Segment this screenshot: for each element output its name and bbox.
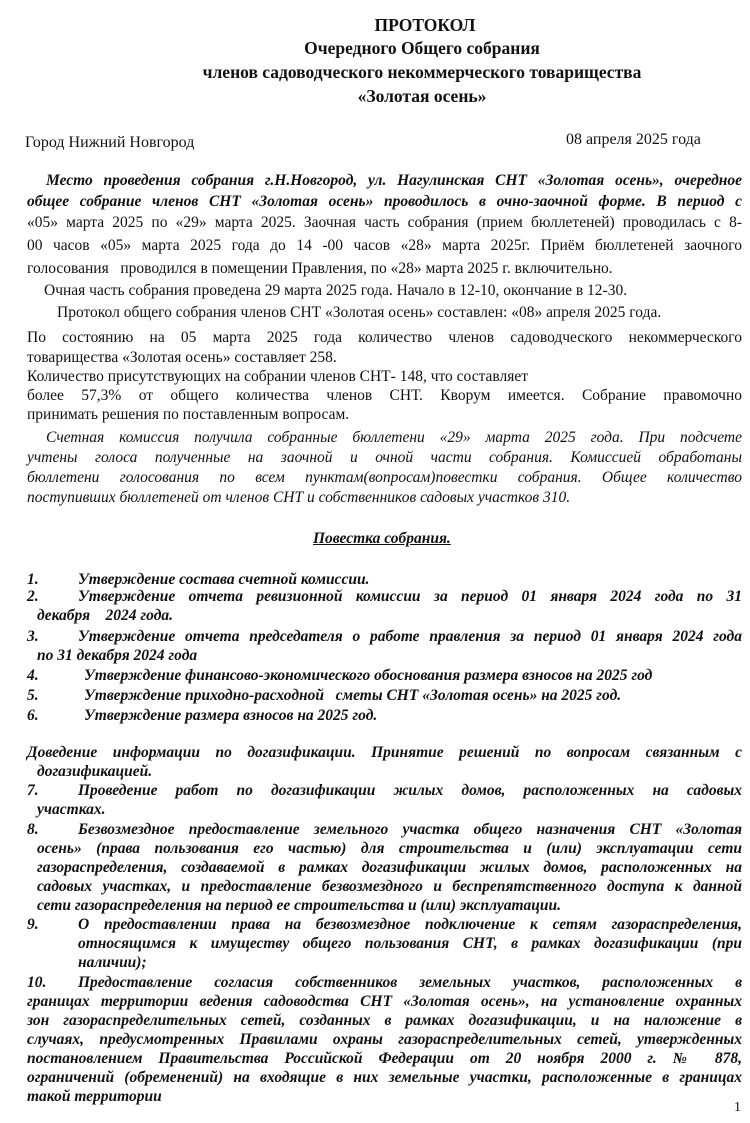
intro-line: принимать решения по поставленным вопросам.	[27, 406, 350, 423]
agenda-item: наличии);	[78, 954, 147, 971]
agenda-number: 1.	[27, 571, 39, 588]
agenda-item: О предоставлении права на безвозмездное подключение к сетям газораспределения,	[78, 916, 742, 933]
intro-line: Протокол общего собрания членов СНТ «Золотая осень» составлен: «08» апреля 2025 года.	[57, 304, 662, 321]
agenda-item: границах территории ведения садоводства СНТ «Золотая осень», на установление охранных	[27, 993, 742, 1010]
agenda-item: Утверждение приходно-расходной сметы СНТ «Золотая осень» на 2025 год.	[84, 687, 622, 704]
agenda-number: 8.	[27, 821, 39, 838]
agenda-number: 10.	[27, 974, 47, 991]
agenda-number: 5.	[27, 687, 39, 704]
counting-line: поступивших бюллетеней от членов СНТ и собственников садовых участков 310.	[27, 489, 571, 506]
agenda-number: 2.	[27, 588, 39, 605]
agenda-item: Утверждение финансово-экономического обоснования размера взносов на 2025 год	[84, 667, 653, 684]
agenda-number: 9.	[27, 916, 39, 933]
document-date: 08 апреля 2025 года	[566, 131, 701, 148]
intro-line: Количество присутствующих на собрании членов СНТ- 148, что составляет	[27, 368, 529, 385]
intro-line: «05» марта 2025 по «29» марта 2025. Заочная часть собрания (прием бюллетеней) проводилась с 8-	[27, 214, 742, 231]
agenda-item: сети газораспределения на период ее строительства и (или) эксплуатации.	[37, 897, 561, 914]
intro-line: более 57,3% от общего количества членов СНТ. Кворум имеется. Собрание правомочно	[27, 387, 742, 404]
agenda-item: Утверждение состава счетной комиссии.	[78, 571, 370, 588]
agenda-item: Проведение работ по догазификации жилых домов, расположенных на садовых	[78, 782, 742, 799]
agenda-item: такой территории	[27, 1088, 162, 1105]
title-snt-name: «Золотая осень»	[357, 86, 487, 106]
gas-heading: догазификацией.	[37, 763, 153, 780]
intro-line: Очная часть собрания проведена 29 марта 2025 года. Начало в 12-10, окончание в 12-30.	[44, 282, 628, 299]
intro-line: товарищества «Золотая осень» составляет 258.	[27, 349, 337, 366]
agenda-item: Безвозмездное предоставление земельного участка общего назначения СНТ «Золотая	[78, 821, 742, 838]
gas-heading: Доведение информации по догазификации. Принятие решений по вопросам связанным с	[27, 744, 742, 761]
agenda-number: 3.	[27, 628, 39, 645]
agenda-number: 4.	[27, 667, 39, 684]
agenda-item: относящимся к имуществу общего пользования СНТ, в рамках догазификации (при	[78, 935, 742, 952]
agenda-item: случаях, предусмотренных Правилами охраны газораспределительных сетей, утвержденных	[27, 1031, 742, 1048]
title-protocol: ПРОТОКОЛ	[374, 15, 476, 35]
agenda-item: постановлением Правительства Российской Федерации от 20 ноября 2000 г. № 878,	[27, 1050, 742, 1067]
agenda-title: Повестка собрания.	[313, 530, 451, 547]
agenda-item: по 31 декабря 2024 года	[37, 647, 198, 664]
agenda-item: газораспределения, создаваемой в рамках догазификации жилых домов, расположенных на	[37, 859, 742, 876]
agenda-item: ограничений (обременений) на входящие в них земельные участки, расположенные в границах	[27, 1069, 742, 1086]
agenda-item: Утверждение отчета ревизионной комиссии за период 01 января 2024 года по 31	[78, 588, 742, 605]
agenda-item: участках.	[37, 801, 106, 818]
title-meeting: Очередного Общего собрания	[304, 38, 540, 58]
agenda-item: осень» (права пользования его частью) для строительства и (или) эксплуатации сети	[37, 840, 742, 857]
intro-line: По состоянию на 05 марта 2025 года количество членов садоводческого некоммерческого	[27, 329, 742, 346]
agenda-item: Утверждение отчета председателя о работе правления за период 01 января 2024 года	[78, 628, 742, 645]
city: Город Нижний Новгород	[25, 134, 195, 151]
intro-line: Место проведения собрания г.Н.Новгород, ул. Нагулинская СНТ «Золотая осень», очередное	[46, 172, 742, 189]
intro-line: 00 часов «05» марта 2025 года до 14 -00 часов «28» марта 2025г. Приём бюллетеней заочного	[27, 237, 742, 254]
intro-line: голосования проводился в помещении Правления, по «28» марта 2025 г. включительно.	[27, 260, 613, 277]
agenda-number: 7.	[27, 782, 39, 799]
agenda-item: Утверждение размера взносов на 2025 год.	[84, 707, 378, 724]
agenda-item: зон газораспределительных сетей, созданных в рамках догазификации, и на наложение в	[27, 1012, 742, 1029]
agenda-item: декабря 2024 года.	[37, 607, 174, 624]
intro-line: общее собрание членов СНТ «Золотая осень» проводилось в очно-заочной форме. В период с	[27, 193, 742, 210]
agenda-number: 6.	[27, 707, 39, 724]
title-members: членов садоводческого некоммерческого товарищества	[202, 62, 642, 82]
counting-line: учтены голоса полученные на заочной и очной части собрания. Комиссией обработаны	[27, 449, 742, 466]
page-number: 1	[734, 1100, 741, 1115]
agenda-item: садовых участках, и предоставление безвозмездного и беспрепятственного доступа к данной	[37, 878, 742, 895]
counting-line: бюллетени голосования по всем пунктам(вопросам)повестки собрания. Общее количество	[27, 469, 742, 486]
counting-line: Счетная комиссия получила собранные бюллетени «29» марта 2025 года. При подсчете	[46, 429, 742, 446]
agenda-item: Предоставление согласия собственников земельных участков, расположенных в	[78, 974, 742, 991]
